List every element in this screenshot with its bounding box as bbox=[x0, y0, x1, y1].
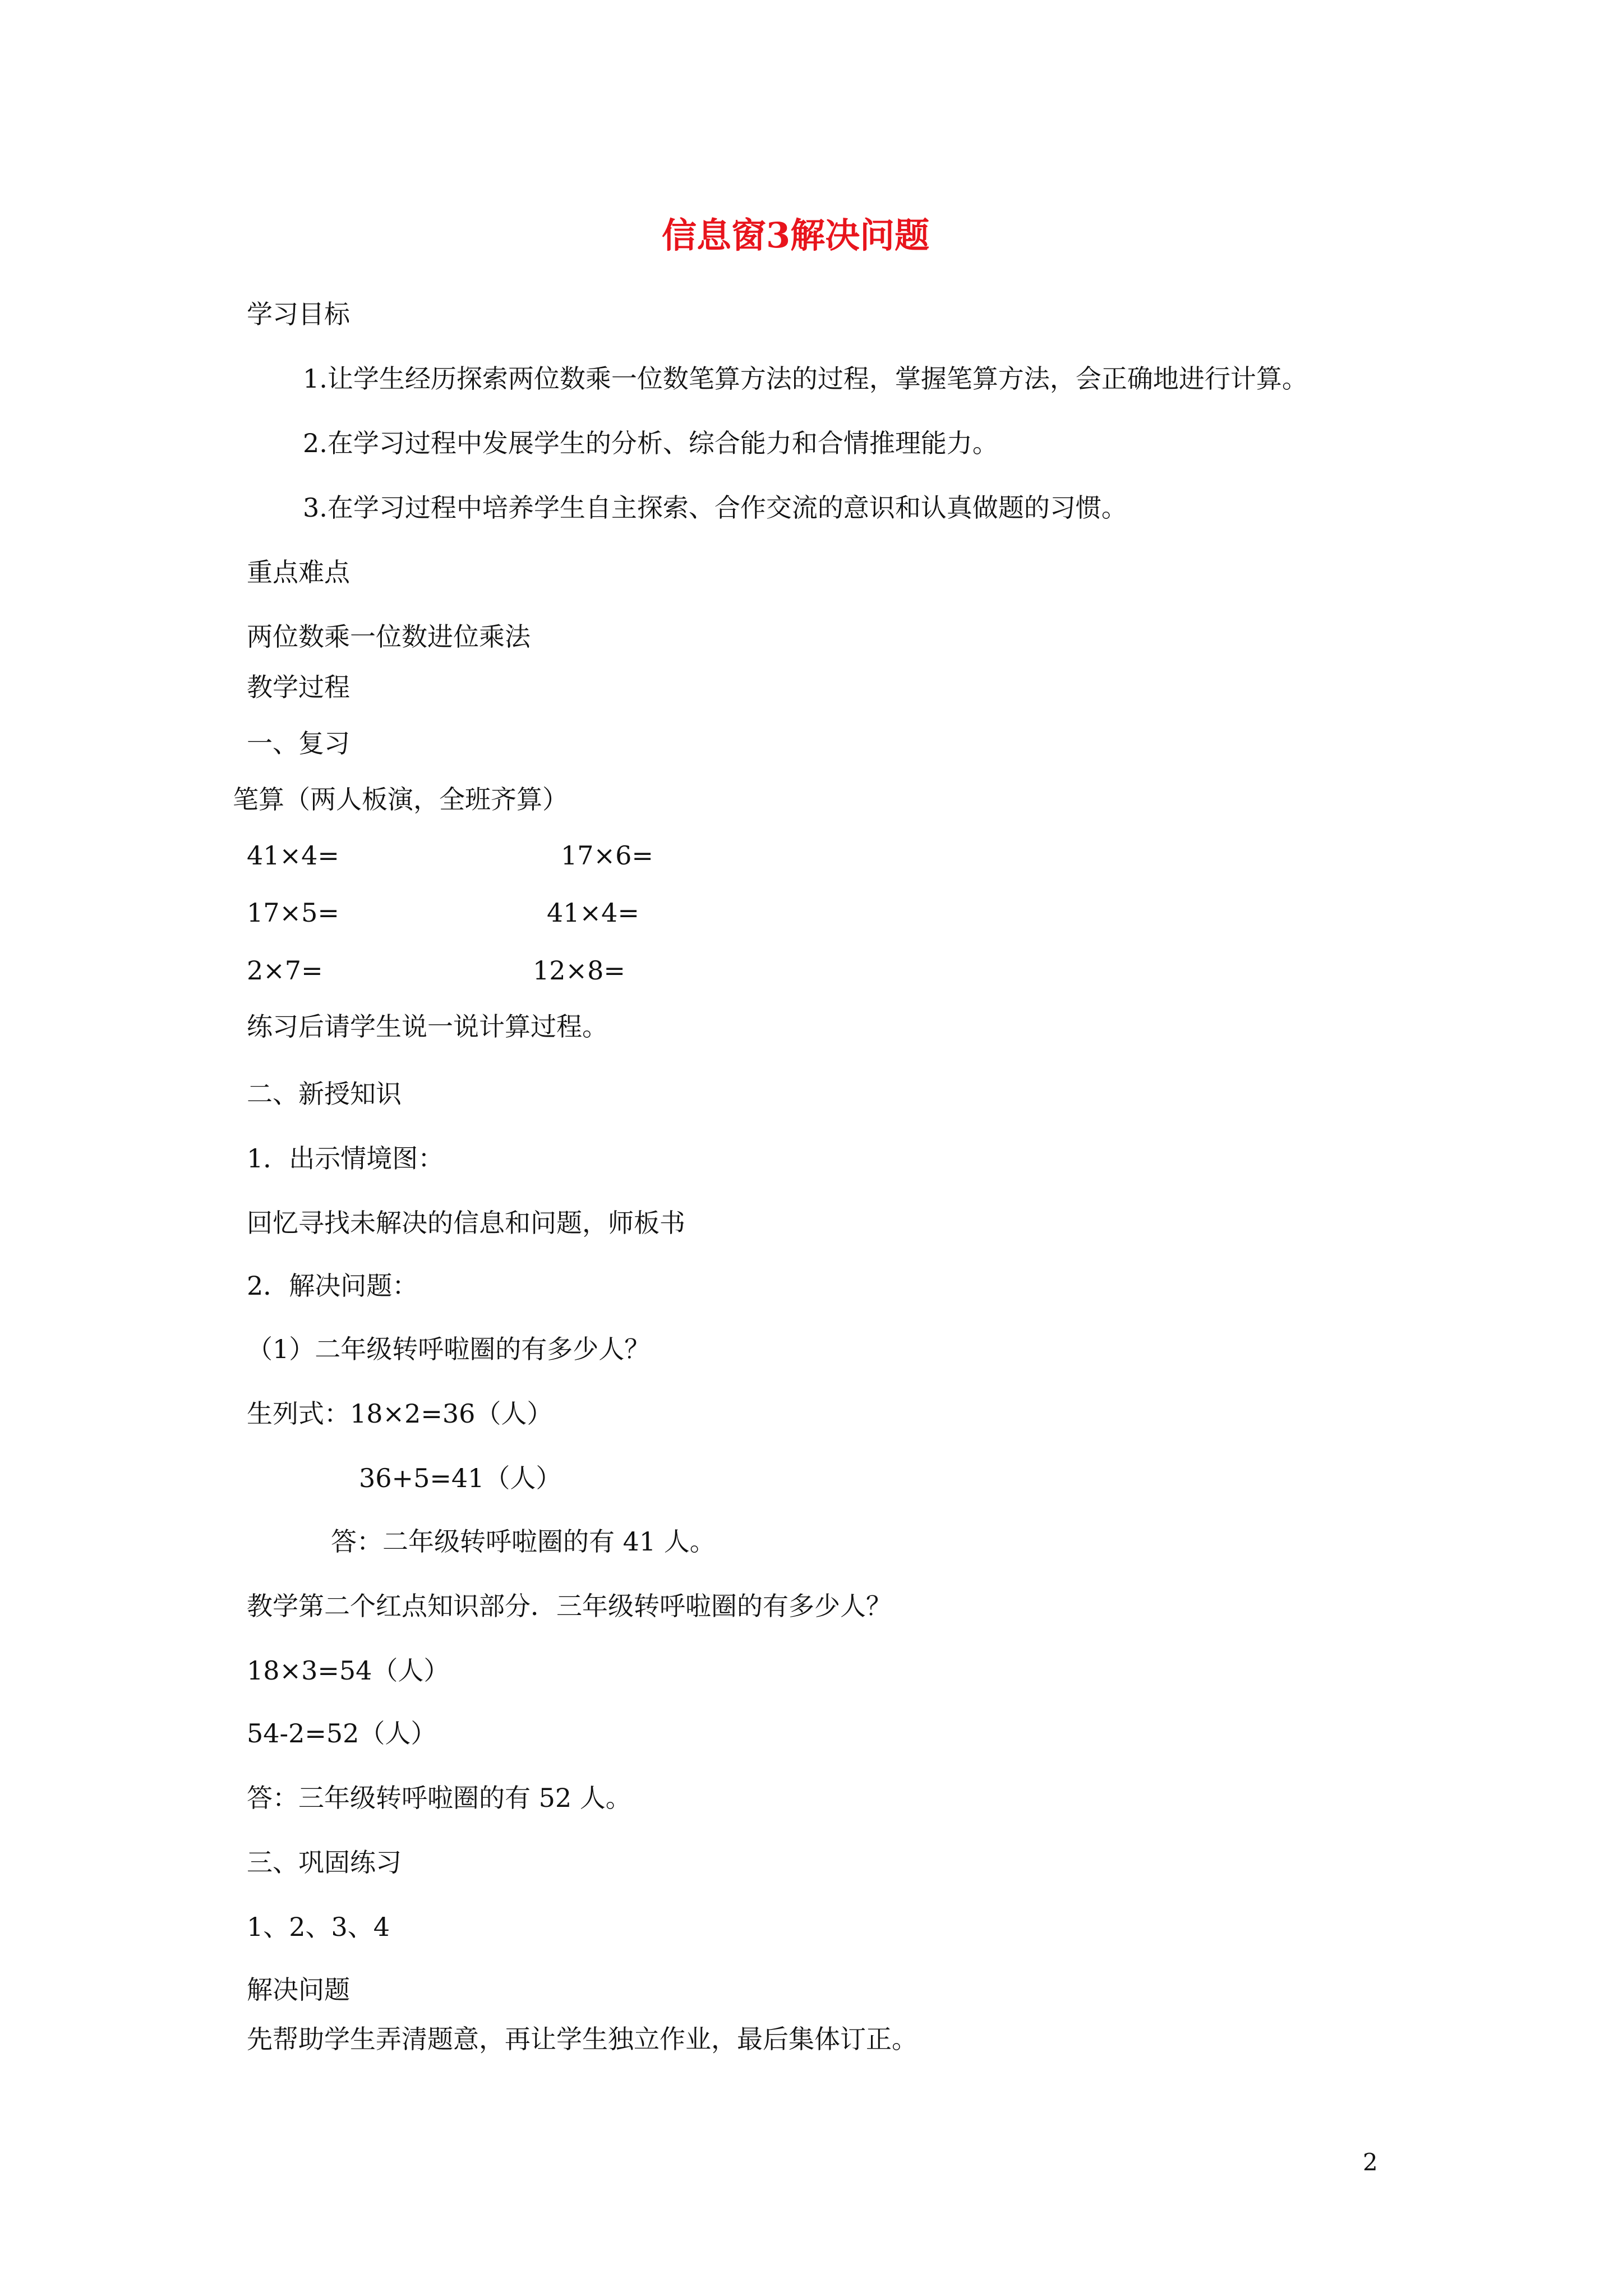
step-1-text: 回忆寻找未解决的信息和问题，师板书 bbox=[247, 1208, 685, 1238]
step-1: 1．出示情境图： bbox=[247, 1143, 444, 1174]
review-heading: 一、复习 bbox=[247, 728, 350, 758]
exercise-2b: 41×4= bbox=[547, 898, 639, 928]
solve-text: 先帮助学生弄清题意，再让学生独立作业，最后集体订正。 bbox=[247, 2024, 917, 2054]
goal-1: 1.让学生经历探索两位数乘一位数笔算方法的过程，掌握笔算方法，会正确地进行计算。 bbox=[303, 364, 1308, 394]
process-heading: 教学过程 bbox=[247, 672, 350, 702]
goal-3: 3.在学习过程中培养学生自主探索、合作交流的意识和认真做题的习惯。 bbox=[303, 493, 1127, 523]
page-number: 2 bbox=[1363, 2148, 1378, 2176]
exercise-3a: 2×7= bbox=[247, 955, 323, 986]
review-task: 笔算（两人板演，全班齐算） bbox=[233, 784, 568, 815]
practice-items: 1、2、3、4 bbox=[247, 1912, 390, 1942]
exercise-1a: 41×4= bbox=[247, 840, 339, 871]
question-2: 教学第二个红点知识部分．三年级转呼啦圈的有多少人？ bbox=[247, 1591, 892, 1621]
calc-3: 18×3=54（人） bbox=[247, 1655, 450, 1686]
key-heading: 重点难点 bbox=[247, 557, 350, 587]
answer-2: 答：三年级转呼啦圈的有 52 人。 bbox=[247, 1783, 631, 1813]
step-2: 2．解决问题： bbox=[247, 1271, 418, 1301]
exercise-2a: 17×5= bbox=[247, 898, 339, 928]
calc-4: 54-2=52（人） bbox=[247, 1718, 437, 1749]
goals-heading: 学习目标 bbox=[247, 299, 350, 329]
question-1: （1）二年级转呼啦圈的有多少人？ bbox=[247, 1334, 651, 1364]
document-title: 信息窗3解决问题 bbox=[662, 215, 930, 256]
calc-2: 36+5=41（人） bbox=[359, 1463, 562, 1493]
practice-heading: 三、巩固练习 bbox=[247, 1847, 402, 1878]
review-note: 练习后请学生说一说计算过程。 bbox=[247, 1011, 608, 1042]
exercise-1b: 17×6= bbox=[561, 840, 653, 871]
calc-1: 生列式：18×2=36（人） bbox=[247, 1398, 553, 1429]
answer-1: 答：二年级转呼啦圈的有 41 人。 bbox=[331, 1526, 716, 1557]
exercise-3b: 12×8= bbox=[533, 955, 625, 986]
new-heading: 二、新授知识 bbox=[247, 1079, 402, 1109]
key-text: 两位数乘一位数进位乘法 bbox=[247, 622, 531, 652]
goal-2: 2.在学习过程中发展学生的分析、综合能力和合情推理能力。 bbox=[303, 428, 998, 458]
solve-heading: 解决问题 bbox=[247, 1975, 350, 2005]
